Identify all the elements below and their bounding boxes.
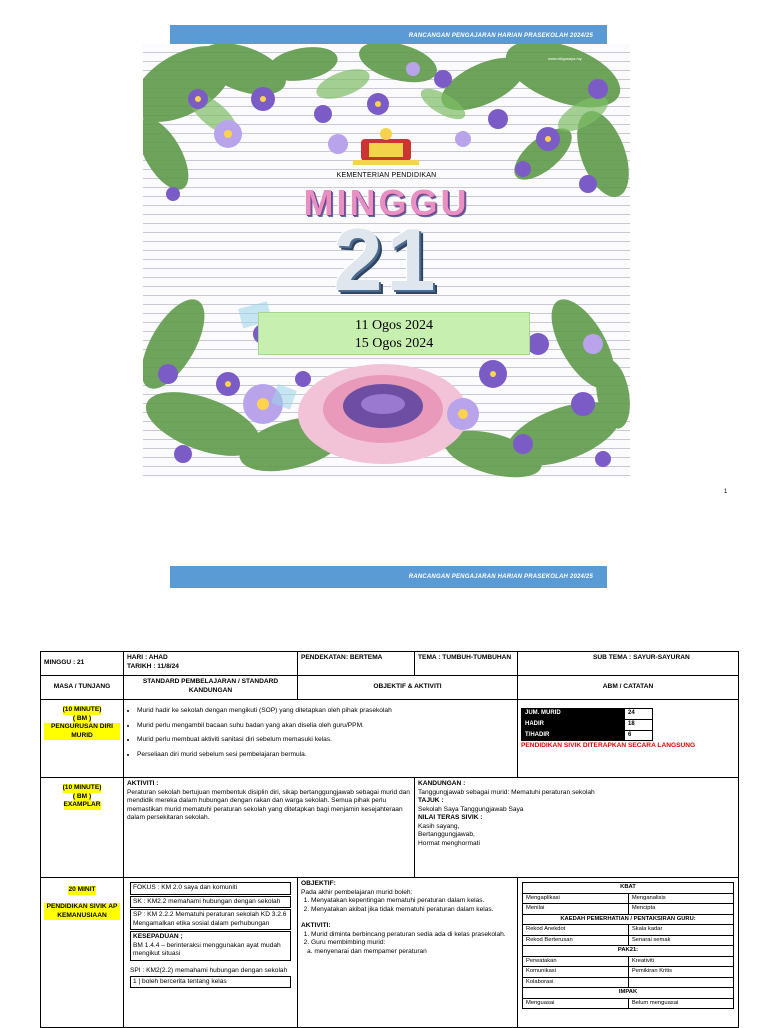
- sop-item: • Murid perlu membuat aktiviti sanitasi diri sebelum memasuki kelas.: [137, 736, 514, 745]
- row1-abm-cell: [518, 700, 739, 778]
- sop-item: • Perseliaan diri murid sebelum sesi pembelajaran bermula.: [137, 751, 514, 760]
- sop-list: [127, 707, 514, 759]
- row3-masa-cell: [41, 878, 124, 1028]
- aktiviti-item: 1. Murid diminta berbincang peraturan sedia ada di kelas prasekolah.: [311, 931, 514, 940]
- tajuk-text: Sekolah Saya Tanggungjawab Saya: [418, 805, 524, 813]
- nilai-label: NILAI TERAS SIVIK :: [418, 814, 483, 822]
- objektif-list: [301, 897, 514, 914]
- date-end: 15 Ogos 2024: [354, 336, 434, 351]
- attendance-value: 6: [625, 730, 653, 741]
- lesson-plan-table: [40, 651, 739, 1028]
- cover-website-top: www.cikgusaya.my: [548, 56, 582, 61]
- row1-masa-cell: [41, 700, 124, 778]
- objektif-label: OBJEKTIF:: [301, 880, 336, 887]
- civic-note: PENDIDIKAN SIVIK DITERAPKAN SECARA LANGSUNG: [521, 742, 696, 750]
- row-pengurusan-diri: [41, 700, 739, 778]
- row1-time: (10 MINUTE): [62, 706, 102, 713]
- pak-option: Pemikiran Kritis: [628, 967, 733, 978]
- kbat-option: Mencipta: [628, 904, 733, 915]
- kaedah-row: [523, 935, 734, 946]
- kbat-option: Mengaplikasi: [523, 893, 629, 904]
- row1-sop-cell: [124, 700, 518, 778]
- pak-row: [523, 977, 734, 988]
- pak-row: [523, 967, 734, 978]
- row2-time: (10 MINUTE): [62, 784, 102, 791]
- sop-item: • Murid hadir ke sekolah dengan mengikuti (SOP) yang ditetapkan oleh pihak prasekolah: [137, 707, 514, 716]
- header-bar-title-2: RANCANGAN PENGAJARAN HARIAN PRASEKOLAH 2024/25: [408, 574, 593, 580]
- aktiviti-text: Peraturan sekolah bertujuan membentuk disiplin diri, sikap bertanggungjawab sebagai murid dan mendidik mereka dalam hubungan dengan rakan dan warga sekolah. Semua pihak perlu memastikan murid mematuhi peraturan sekolah yang ditetapkan bagi menjamin kesejahteraan dalam persekitaran sekolah.: [127, 788, 410, 822]
- nilai-item: Bertanggungjawab,: [418, 831, 475, 839]
- kbat-row: [523, 893, 734, 904]
- row2-lang: ( BM ): [72, 792, 92, 800]
- row3-tunjang: PENDIDIKAN SIVIK AP KEMANUSIAAN: [44, 903, 120, 920]
- kbat-title: KBAT: [523, 883, 734, 894]
- row3-objektif-cell: [298, 878, 518, 1028]
- pendekatan-cell: PENDEKATAN: BERTEMA: [298, 652, 415, 676]
- header-bar-second: [170, 566, 607, 588]
- cover-title-word: MINGGU: [303, 182, 470, 223]
- pak-option: Komunikasi: [523, 967, 629, 978]
- aktiviti-item: 2. Guru membimbing murid:: [311, 939, 514, 948]
- aktiviti-list: [301, 931, 514, 948]
- kbat-title-row: [523, 883, 734, 894]
- kbat-option: Menilai: [523, 904, 629, 915]
- objektif-intro: Pada akhir pembelajaran murid boleh:: [301, 888, 413, 896]
- table-header-row: [41, 652, 739, 676]
- sub-tema-cell: SUB TEMA : SAYUR-SAYURAN: [518, 652, 739, 676]
- week-number: 21: [333, 210, 440, 309]
- pak-option: Kolaborasi: [523, 977, 629, 988]
- col-abm-header: ABM / CATATAN: [518, 676, 739, 700]
- header-bar-title: RANCANGAN PENGAJARAN HARIAN PRASEKOLAH 2024/25: [408, 33, 593, 39]
- crest-emblem: [353, 128, 419, 165]
- objektif-item: 1. Menyatakan kepentingan mematuhi peraturan dalam kelas.: [311, 897, 514, 906]
- row2-tunjang: EXAMPLAR: [63, 801, 101, 809]
- fokus-box: FOKUS : KM 2.0 saya dan komuniti: [130, 882, 291, 895]
- kesepaduan-text: BM 1.4.4 – berinteraksi menggunakan ayat mudah mengikut situasi: [133, 941, 281, 958]
- kesepaduan-label: KESEPADUAN ;: [133, 933, 183, 941]
- kaedah-row: [523, 925, 734, 936]
- attendance-value: 24: [625, 709, 653, 720]
- impak-option: Belum menguasai: [628, 998, 733, 1009]
- row1-tunjang: PENGURUSAN DIRI MURID: [44, 723, 120, 740]
- aktiviti-label: AKTIVITI :: [127, 780, 159, 787]
- attendance-table: [521, 708, 653, 741]
- sk-box: SK : KM2.2 memahami hubungan dengan sekolah: [130, 896, 291, 909]
- hari-tarikh-cell: [124, 652, 298, 676]
- pak-title: PAK21:: [523, 946, 734, 957]
- spi-text: SPI : KM2(2.2) memahami hubungan dengan sekolah: [130, 966, 288, 974]
- sop-item: • Murid perlu mengambil bacaan suhu badan yang akan diselia oleh guru/PPM.: [137, 722, 514, 731]
- page-number: 1: [724, 489, 728, 495]
- attendance-row: [522, 719, 653, 730]
- impak-title-row: [523, 988, 734, 999]
- objektif-item: 2. Menyatakan akibat jika tidak mematuhi peraturan dalam kelas.: [311, 906, 514, 915]
- row3-standard-cell: [124, 878, 298, 1028]
- hari-value: HARI : AHAD: [127, 654, 168, 661]
- attendance-label: T/HADIR: [522, 730, 625, 741]
- tajuk-label: TAJUK :: [418, 797, 444, 805]
- row2-aktiviti-cell: [124, 778, 415, 878]
- pak-title-row: [523, 946, 734, 957]
- attendance-value: 18: [625, 719, 653, 730]
- kesepaduan-box: [130, 931, 291, 961]
- kbat-table: [522, 882, 734, 1009]
- impak-row: [523, 998, 734, 1009]
- sp-box: SP : KM 2.2.2 Mematuhi peraturan sekolah KD 3.2.6 Mengamalkan etika sosial dalam perhubungan: [130, 909, 291, 930]
- col-standard-header: STANDARD PEMBELAJARAN / STANDARD KANDUNGAN: [124, 676, 298, 700]
- nilai-item: Hormat menghormati: [418, 839, 480, 847]
- minggu-cell: MINGGU : 21: [41, 652, 124, 676]
- kaedah-option: Rekod Berterusan: [523, 935, 629, 946]
- row2-kandungan-cell: [415, 778, 739, 878]
- attendance-label: HADIR: [522, 719, 625, 730]
- pak-option: Perwatakan: [523, 956, 629, 967]
- row-pendidikan-sivik: [41, 878, 739, 1028]
- kaedah-option: Rekod Anekdot: [523, 925, 629, 936]
- row3-time: 20 MINIT: [68, 886, 96, 893]
- col-masa-header: MASA / TUNJANG: [41, 676, 124, 700]
- attendance-label: JUM. MURID: [522, 709, 625, 720]
- cover-website-bottom: www.cikgusaya.my: [173, 466, 207, 471]
- date-range-box: [258, 312, 530, 355]
- tarikh-value: TARIKH : 11/8/24: [127, 662, 179, 670]
- row2-masa-cell: [41, 778, 124, 878]
- col-objektif-header: OBJEKTIF & AKTIVITI: [298, 676, 518, 700]
- date-start: 11 Ogos 2024: [354, 318, 434, 333]
- row1-lang: ( BM ): [72, 714, 92, 722]
- attendance-row: [522, 709, 653, 720]
- nilai-item: Kasih sayang,: [418, 822, 460, 830]
- aktiviti3-label: AKTIVITI:: [301, 922, 331, 930]
- kandungan-text: Tanggungjawab sebagai murid: Mematuhi peraturan sekolah: [418, 788, 595, 796]
- kaedah-option: Skala kadar: [628, 925, 733, 936]
- ministry-name: KEMENTERIAN PENDIDIKAN: [336, 172, 437, 179]
- aktiviti-sub-item: a. menyenarai dan mempamer peraturan: [307, 947, 427, 955]
- attendance-row: [522, 730, 653, 741]
- row3-abm-cell: [518, 878, 739, 1028]
- kaedah-title: KAEDAH PEMERHATIAN / PENTAKSIRAN GURU:: [523, 914, 734, 925]
- kandungan-label: KANDUNGAN :: [418, 780, 466, 787]
- kaedah-title-row: [523, 914, 734, 925]
- kaedah-option: Senarai semak: [628, 935, 733, 946]
- impak-title: IMPAK: [523, 988, 734, 999]
- impak-option: Menguasai: [523, 998, 629, 1009]
- pak-option: [628, 977, 733, 988]
- kbat-row: [523, 904, 734, 915]
- kbat-option: Menganalisis: [628, 893, 733, 904]
- row-examplar: [41, 778, 739, 878]
- column-header-row: [41, 676, 739, 700]
- pak-option: Kreativiti: [628, 956, 733, 967]
- spi-item: 1 | boleh bercerita tentang kelas: [130, 976, 291, 989]
- pak-row: [523, 956, 734, 967]
- cover-page: [143, 44, 630, 478]
- tema-cell: TEMA : TUMBUH-TUMBUHAN: [415, 652, 518, 676]
